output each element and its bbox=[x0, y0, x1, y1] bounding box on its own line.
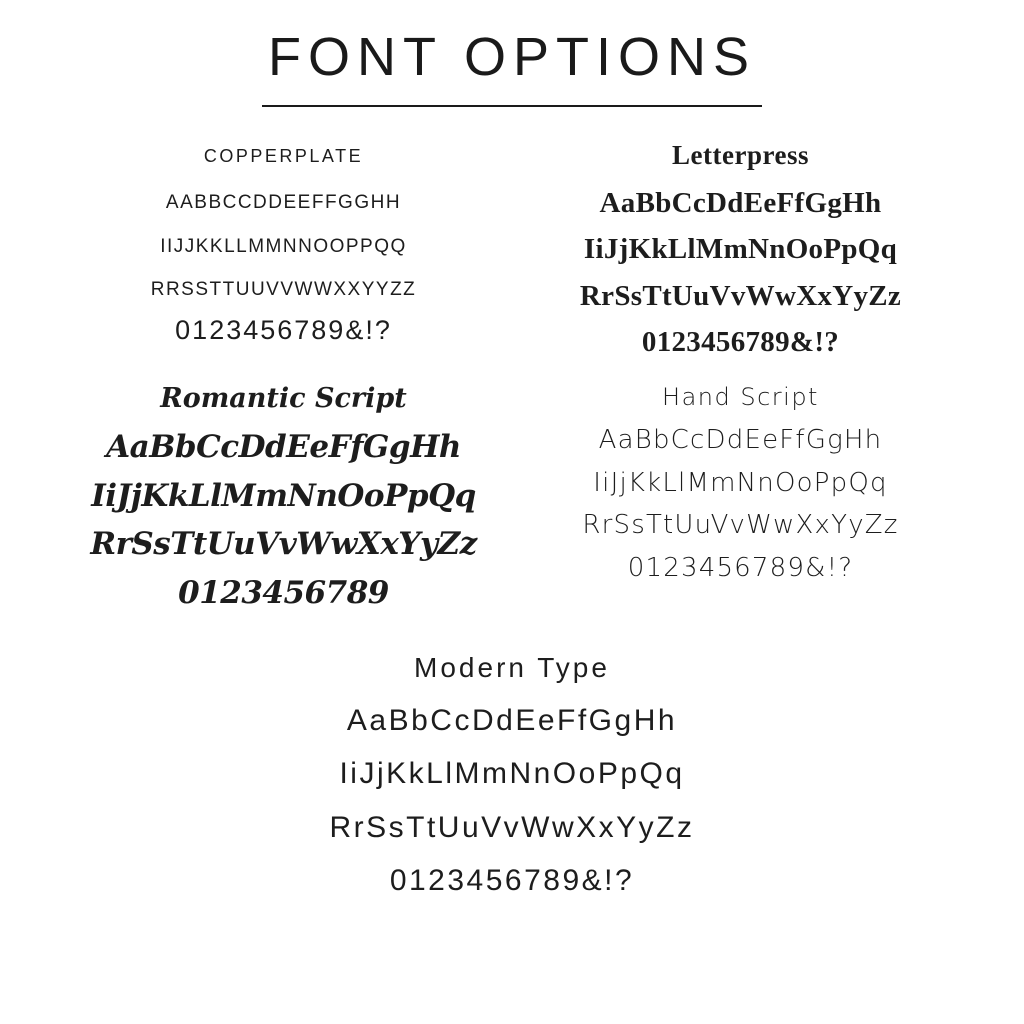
font-specimen-digits: 0123456789&!? bbox=[175, 315, 392, 346]
font-name-modern-type: Modern Type bbox=[414, 651, 610, 683]
font-specimen-digits: 0123456789&!? bbox=[627, 552, 854, 583]
font-specimen-line: iijjkkllmmnnooppqq bbox=[160, 227, 407, 258]
font-specimen-line: IiJjKkLlMmNnOoPpQq bbox=[91, 477, 476, 514]
font-specimen-line: RrSsTtUuVvWwXxYyZz bbox=[582, 510, 899, 541]
font-specimen-digits: 0123456789&!? bbox=[641, 325, 840, 358]
font-specimen-line: RrSsTtUuVvWwXxYyZz bbox=[329, 810, 695, 844]
font-name-romantic-script: Romantic Script bbox=[160, 383, 407, 415]
font-sample-grid bbox=[0, 141, 1024, 915]
font-sample-copperplate bbox=[60, 141, 507, 370]
font-specimen-line: AaBbCcDdEeFfGgHh bbox=[599, 187, 882, 220]
font-specimen-line: aabbccddeeffgghh bbox=[165, 183, 402, 214]
font-specimen-line: RrSsTtUuVvWwXxYyZz bbox=[579, 279, 902, 312]
font-specimen-line: rrssttuuvvwwxxyyzz bbox=[150, 271, 417, 302]
font-sample-letterpress bbox=[517, 141, 964, 370]
font-sample-hand-script bbox=[517, 384, 964, 623]
font-specimen-line: AaBbCcDdEeFfGgHh bbox=[346, 703, 678, 737]
font-specimen-line: IiJjKkLlMmNnOoPpQq bbox=[593, 467, 888, 498]
font-specimen-line: AaBbCcDdEeFfGgHh bbox=[598, 425, 883, 456]
title-block bbox=[0, 0, 1024, 107]
font-sample-modern-type bbox=[60, 653, 964, 916]
font-specimen-digits: 0123456789&!? bbox=[389, 864, 635, 898]
font-name-hand-script: Hand Script bbox=[662, 383, 819, 412]
font-specimen-line: IiJjKkLlMmNnOoPpQq bbox=[583, 233, 898, 266]
font-name-letterpress: Letterpress bbox=[672, 140, 809, 171]
font-specimen-line: AaBbCcDdEeFfGgHh bbox=[106, 428, 461, 465]
title-underline-rule bbox=[262, 105, 762, 107]
font-specimen-digits: 0123456789 bbox=[178, 575, 389, 612]
page-title: FONT OPTIONS bbox=[267, 27, 757, 87]
font-name-copperplate: copperplate bbox=[203, 140, 364, 169]
font-sample-romantic-script bbox=[60, 384, 507, 623]
font-specimen-line: IiJjKkLlMmNnOoPpQq bbox=[339, 757, 685, 791]
font-specimen-line: RrSsTtUuVvWwXxYyZz bbox=[90, 526, 477, 563]
